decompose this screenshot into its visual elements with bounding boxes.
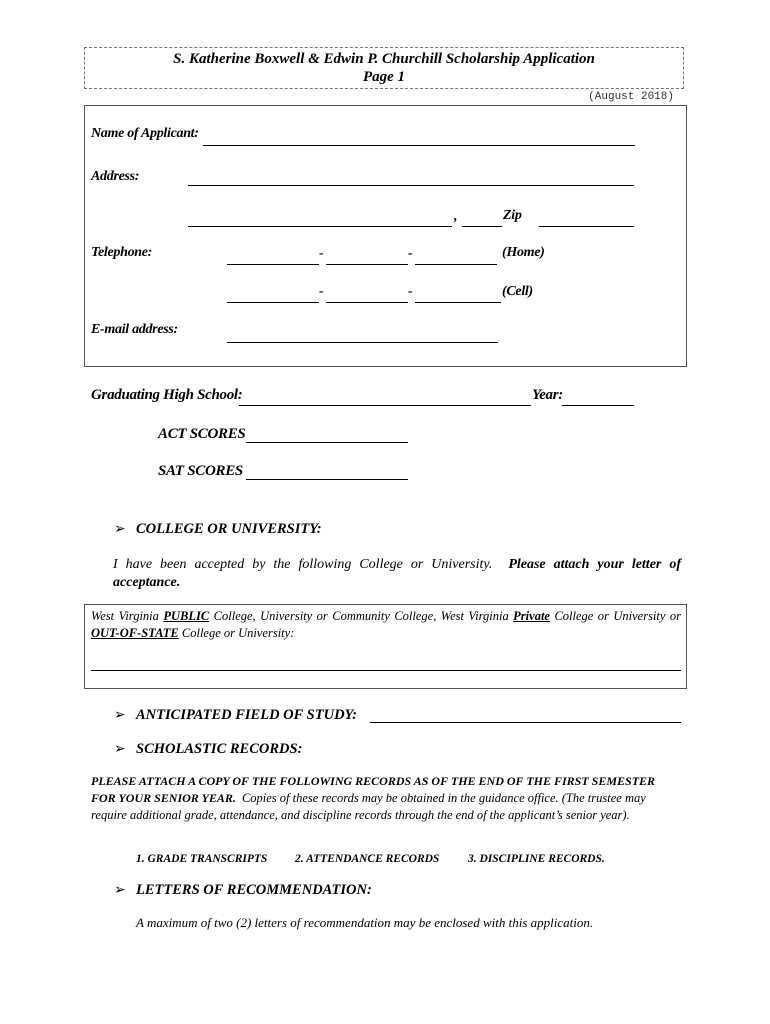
name-field[interactable] (203, 145, 635, 146)
home-prefix-field[interactable] (326, 264, 408, 265)
email-field[interactable] (227, 342, 498, 343)
college-type-part3: College or University or (554, 609, 682, 623)
city-field[interactable] (188, 226, 452, 227)
cell-line-field[interactable] (415, 302, 501, 303)
arrow-bullet-icon: ➢ (114, 741, 126, 757)
scholastic-caps-text: PLEASE ATTACH A COPY OF THE FOLLOWING RECORDS AS OF THE END OF THE FIRST SEMESTER FOR YOUR SENIOR YEAR. (91, 774, 656, 805)
form-date: (August 2018) (588, 91, 674, 103)
home-area-code-field[interactable] (227, 264, 319, 265)
home-label: (Home) (502, 245, 545, 260)
email-label: E-mail address: (91, 322, 178, 337)
year-field[interactable] (562, 405, 634, 406)
cell-area-code-field[interactable] (227, 302, 319, 303)
graduating-school-label: Graduating High School: (91, 387, 243, 403)
sat-scores-field[interactable] (246, 479, 408, 480)
state-field[interactable] (462, 226, 502, 227)
cell-label: (Cell) (502, 284, 533, 299)
form-title-box (84, 47, 684, 89)
address-field-line1[interactable] (188, 185, 634, 186)
scholastic-paragraph (91, 773, 681, 824)
private-option: Private (513, 609, 550, 623)
comma-separator: , (454, 209, 458, 224)
arrow-bullet-icon: ➢ (114, 882, 126, 898)
public-option: PUBLIC (163, 609, 210, 623)
sat-scores-label: SAT SCORES (158, 463, 243, 479)
zip-field[interactable] (539, 226, 634, 227)
scholastic-rest-text: Copies of these records may be obtained in the guidance office. (The trustee may require additional grade, attendance, and discipline records through the end of the applicant’s senior year). (91, 791, 646, 822)
field-of-study-field[interactable] (370, 722, 681, 723)
graduating-school-field[interactable] (239, 405, 531, 406)
dash-separator: - (319, 246, 324, 261)
record-item: 2. ATTENDANCE RECORDS (295, 853, 440, 865)
arrow-bullet-icon: ➢ (114, 521, 126, 537)
telephone-label: Telephone: (91, 245, 153, 260)
college-type-part1: West Virginia (91, 609, 159, 623)
address-label: Address: (91, 169, 140, 184)
page-number: Page 1 (362, 69, 406, 85)
college-type-part2: College, University or Community College, West Virginia (213, 609, 509, 623)
year-label: Year: (532, 387, 563, 403)
out-of-state-option: OUT-OF-STATE (91, 626, 179, 640)
cell-prefix-field[interactable] (326, 302, 408, 303)
letters-text: A maximum of two (2) letters of recommendation may be enclosed with this application. (136, 915, 594, 930)
home-line-field[interactable] (415, 264, 497, 265)
dash-separator: - (319, 284, 324, 299)
scholastic-heading: SCHOLASTIC RECORDS: (136, 741, 303, 757)
act-scores-field[interactable] (246, 442, 408, 443)
arrow-bullet-icon: ➢ (114, 707, 126, 723)
college-instructions-text: I have been accepted by the following College or University. (113, 557, 493, 572)
college-name-field[interactable] (91, 670, 681, 671)
name-label: Name of Applicant: (91, 126, 199, 141)
college-heading: COLLEGE OR UNIVERSITY: (136, 521, 322, 537)
dash-separator: - (408, 246, 413, 261)
college-type-part4: College or University: (181, 626, 295, 640)
form-title: S. Katherine Boxwell & Edwin P. Churchill Scholarship Application (173, 51, 595, 67)
dash-separator: - (408, 284, 413, 299)
field-of-study-heading: ANTICIPATED FIELD OF STUDY: (136, 707, 357, 723)
attach-letter-note: Please attach your letter of acceptance. (113, 557, 682, 590)
zip-label: Zip (503, 208, 522, 223)
act-scores-label: ACT SCORES (158, 426, 246, 442)
college-instructions (113, 556, 681, 592)
record-item: 3. DISCIPLINE RECORDS. (468, 853, 605, 865)
record-item: 1. GRADE TRANSCRIPTS (136, 853, 268, 865)
college-type-text (91, 608, 681, 642)
letters-heading: LETTERS OF RECOMMENDATION: (136, 882, 372, 898)
